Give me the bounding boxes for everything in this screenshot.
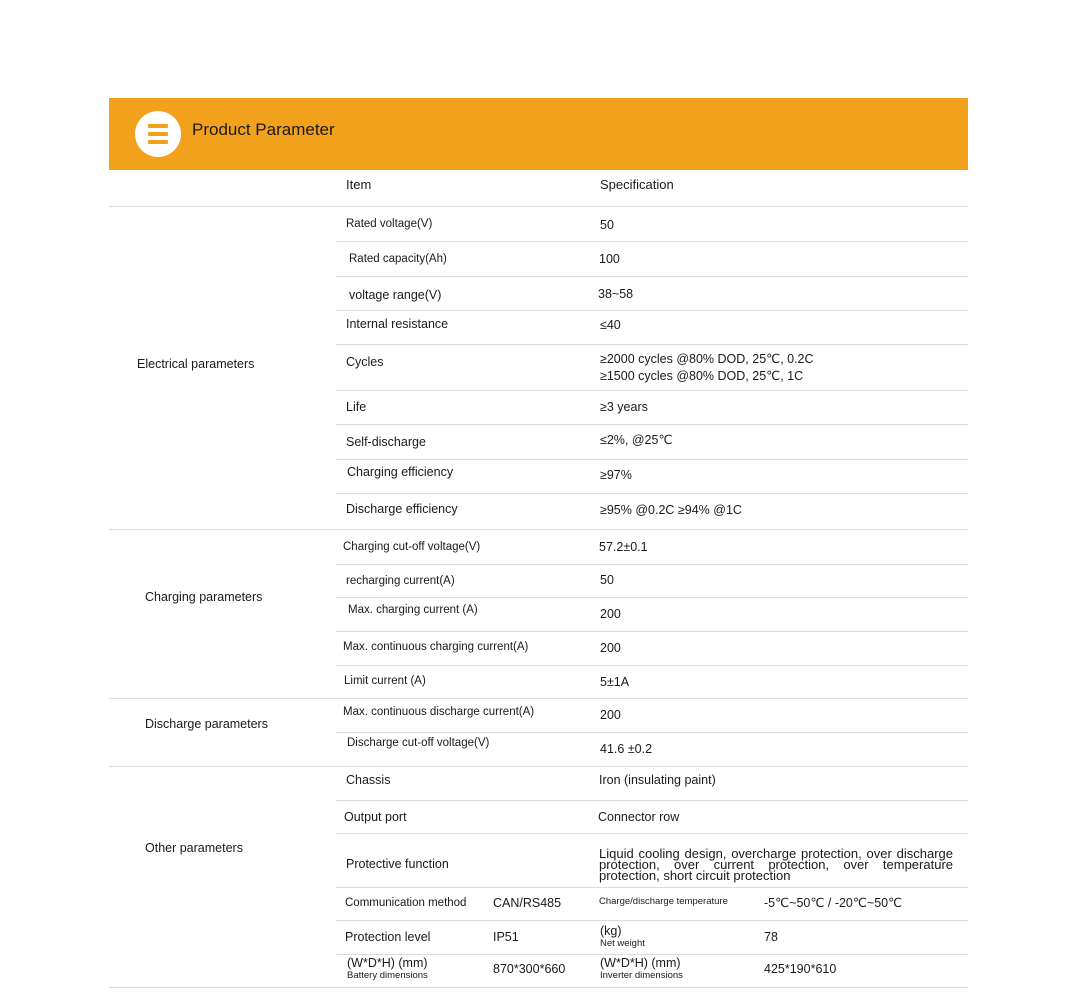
divider bbox=[336, 597, 968, 598]
menu-icon bbox=[135, 111, 181, 157]
row-spec: 100 bbox=[599, 252, 620, 266]
row-spec: 38~58 bbox=[598, 287, 634, 301]
row-spec: ≥1500 cycles @80% DOD, 25℃, 1C bbox=[600, 369, 804, 383]
divider bbox=[336, 276, 968, 277]
row-item: Internal resistance bbox=[346, 317, 449, 331]
divider bbox=[109, 987, 968, 988]
row-spec: 200 bbox=[600, 641, 621, 655]
row-spec: ≤2%, @25℃ bbox=[600, 433, 673, 447]
row-item: Cycles bbox=[346, 355, 384, 369]
divider bbox=[336, 390, 968, 391]
divider bbox=[336, 241, 968, 242]
row-spec: Iron (insulating paint) bbox=[599, 773, 716, 787]
row-spec: 50 bbox=[600, 218, 614, 232]
row-item: Battery dimensions bbox=[347, 970, 428, 981]
row-item: Max. charging current (A) bbox=[348, 604, 478, 616]
row-value: 870*300*660 bbox=[493, 962, 566, 976]
divider bbox=[336, 887, 968, 888]
divider bbox=[109, 766, 968, 767]
row-spec: ≥2000 cycles @80% DOD, 25℃, 0.2C bbox=[600, 352, 814, 366]
row-item: Charging cut-off voltage(V) bbox=[343, 541, 481, 553]
section-title: Product Parameter bbox=[192, 120, 335, 139]
row-item: Inverter dimensions bbox=[600, 970, 683, 981]
divider bbox=[109, 529, 968, 530]
row-item-unit: (kg) bbox=[600, 924, 622, 938]
divider bbox=[336, 732, 968, 733]
section-header bbox=[109, 98, 968, 170]
row-item: Limit current (A) bbox=[344, 675, 426, 687]
row-item-unit: (W*D*H) (mm) bbox=[347, 956, 428, 970]
row-item: Chassis bbox=[346, 773, 391, 787]
row-value: 425*190*610 bbox=[764, 962, 837, 976]
row-value: CAN/RS485 bbox=[493, 896, 562, 910]
column-header-item: Item bbox=[346, 177, 372, 192]
row-spec: 200 bbox=[600, 708, 621, 722]
row-spec: ≥95% @0.2C ≥94% @1C bbox=[600, 503, 742, 517]
row-item: Max. continuous discharge current(A) bbox=[343, 706, 535, 718]
divider bbox=[336, 310, 968, 311]
row-item: Output port bbox=[344, 810, 407, 824]
row-item: Protective function bbox=[346, 857, 449, 871]
divider bbox=[109, 698, 968, 699]
divider bbox=[336, 954, 968, 955]
divider bbox=[336, 424, 968, 425]
group-label-electrical: Electrical parameters bbox=[137, 357, 255, 371]
row-item: Self-discharge bbox=[346, 435, 426, 449]
row-item: voltage range(V) bbox=[349, 288, 442, 302]
divider bbox=[336, 833, 968, 834]
group-label-charging: Charging parameters bbox=[145, 590, 263, 604]
row-value: -5℃~50℃ / -20℃~50℃ bbox=[764, 896, 903, 910]
row-item: Discharge efficiency bbox=[346, 502, 458, 516]
divider bbox=[336, 920, 968, 921]
row-item: Max. continuous charging current(A) bbox=[343, 641, 529, 653]
row-spec-paragraph: Liquid cooling design, overcharge protection, over discharge protection, over current protection, over temperature protection, short circuit protection bbox=[599, 846, 953, 883]
row-item: Charge/discharge temperature bbox=[599, 896, 728, 907]
row-item: Rated voltage(V) bbox=[346, 218, 433, 230]
row-spec: 5±1A bbox=[600, 675, 630, 689]
row-item-unit: (W*D*H) (mm) bbox=[600, 956, 681, 970]
row-item: Net weight bbox=[600, 938, 645, 949]
divider bbox=[336, 459, 968, 460]
row-spec: ≥97% bbox=[600, 468, 632, 482]
row-item: recharging current(A) bbox=[346, 575, 455, 587]
row-value: IP51 bbox=[493, 930, 519, 944]
row-item: Protection level bbox=[345, 930, 431, 944]
column-header-specification: Specification bbox=[600, 177, 674, 192]
row-spec: ≥3 years bbox=[600, 400, 648, 414]
divider bbox=[336, 493, 968, 494]
divider bbox=[336, 665, 968, 666]
row-item: Life bbox=[346, 400, 367, 414]
row-item: Discharge cut-off voltage(V) bbox=[347, 737, 490, 749]
divider bbox=[109, 206, 968, 207]
row-item: Rated capacity(Ah) bbox=[349, 253, 447, 265]
group-label-other: Other parameters bbox=[145, 841, 243, 855]
divider bbox=[336, 564, 968, 565]
divider bbox=[336, 800, 968, 801]
divider bbox=[336, 631, 968, 632]
row-spec: ≤40 bbox=[600, 318, 621, 332]
row-spec: 200 bbox=[600, 607, 621, 621]
row-spec: Connector row bbox=[598, 810, 680, 824]
row-spec: 57.2±0.1 bbox=[599, 540, 648, 554]
row-value: 78 bbox=[764, 930, 778, 944]
row-item: Communication method bbox=[345, 897, 467, 909]
divider bbox=[336, 344, 968, 345]
row-item: Charging efficiency bbox=[347, 465, 454, 479]
row-spec: 41.6 ±0.2 bbox=[600, 742, 653, 756]
row-spec: 50 bbox=[600, 573, 614, 587]
group-label-discharge: Discharge parameters bbox=[145, 717, 268, 731]
